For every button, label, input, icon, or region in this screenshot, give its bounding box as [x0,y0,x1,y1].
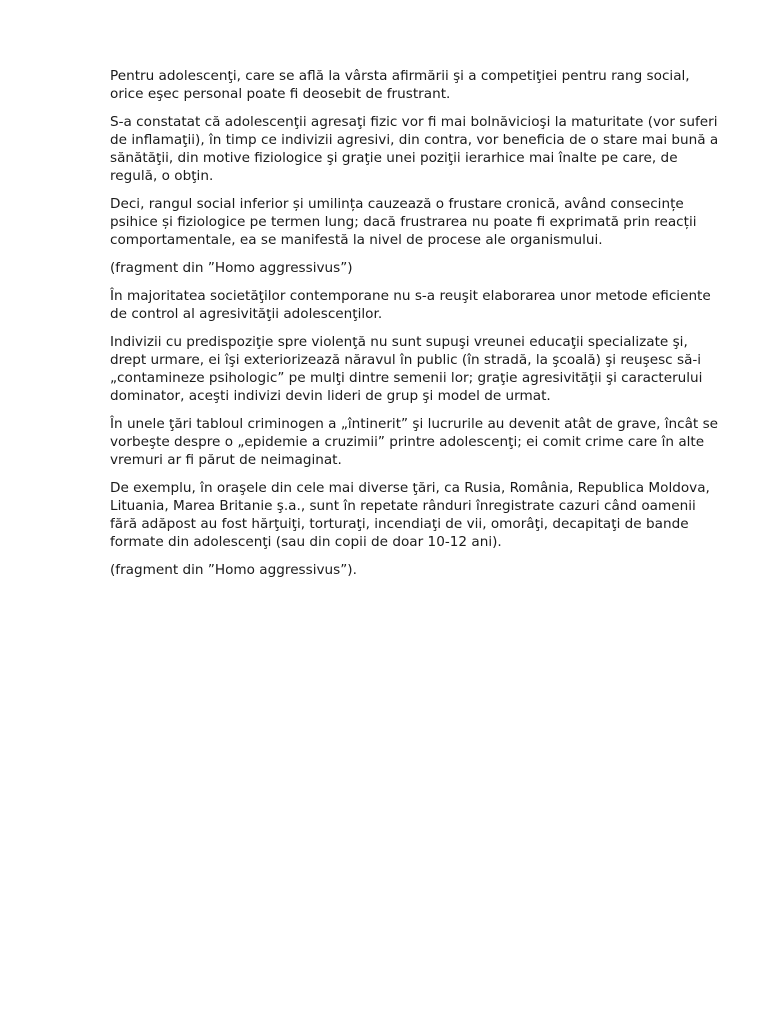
paragraph-3: Deci, rangul social inferior și umilința cauzează o frustare cronică, având consecințe psihice și fiziologice pe termen lung; dacă frustrarea nu poate fi exprimată prin reacții comportamentale, ea se manifestă la nivel de procese ale organismului. [110,196,697,248]
paragraph-6: În unele ţări tabloul criminogen a „întinerit” şi lucrurile au devenit atât de grave, încât se vorbeşte despre o „epidemie a cruzimii” printre adolescenţi; ei comit crime care în alte vremuri ar fi părut de neimaginat. [110,416,719,468]
paragraph-4: În majoritatea societăţilor contemporane nu s-a reuşit elaborarea unor metode eficiente de control al agresivităţii adolescenţilor. [110,288,711,322]
paragraph-2: S-a constatat că adolescenţii agresaţi fizic vor fi mai bolnăvicioşi la maturitate (vor suferi de inflamaţii), în timp ce indivizii agresivi, din contra, vor beneficia de o stare mai bună a sănătăţii, din motive fiziologice şi graţie unei poziţii ierarhice mai înalte pe care, de regulă, o obţin. [110,114,719,184]
source-citation-2: (fragment din ”Homo aggressivus”). [110,562,357,578]
document-body [110,67,722,589]
paragraph-7: De exemplu, în oraşele din cele mai diverse ţări, ca Rusia, România, Republica Moldova, Lituania, Marea Britanie ş.a., sunt în repetate rânduri înregistrate cazuri când oamenii fără adăpost au fost hărţuiţi, torturaţi, incendiaţi de vii, omorâţi, decapitaţi de bande formate din adolescenţi (sau din copii de doar 10-12 ani). [110,480,710,550]
source-citation-1: (fragment din ”Homo aggressivus”) [110,260,353,276]
paragraph-1: Pentru adolescenţi, care se află la vârsta afirmării şi a competiţiei pentru rang social, orice eşec personal poate fi deosebit de frustrant. [110,68,690,102]
paragraph-5: Indivizii cu predispoziţie spre violenţă nu sunt supuşi vreunei educaţii specializate şi, drept urmare, ei îşi exteriorizează năravul în public (în stradă, la şcoală) şi reuşesc să-i „contamineze psihologic” pe mulţi dintre semenii lor; graţie agresivităţii şi caracterului dominator, aceşti indivizi devin lideri de grup şi model de urmat. [110,334,703,404]
